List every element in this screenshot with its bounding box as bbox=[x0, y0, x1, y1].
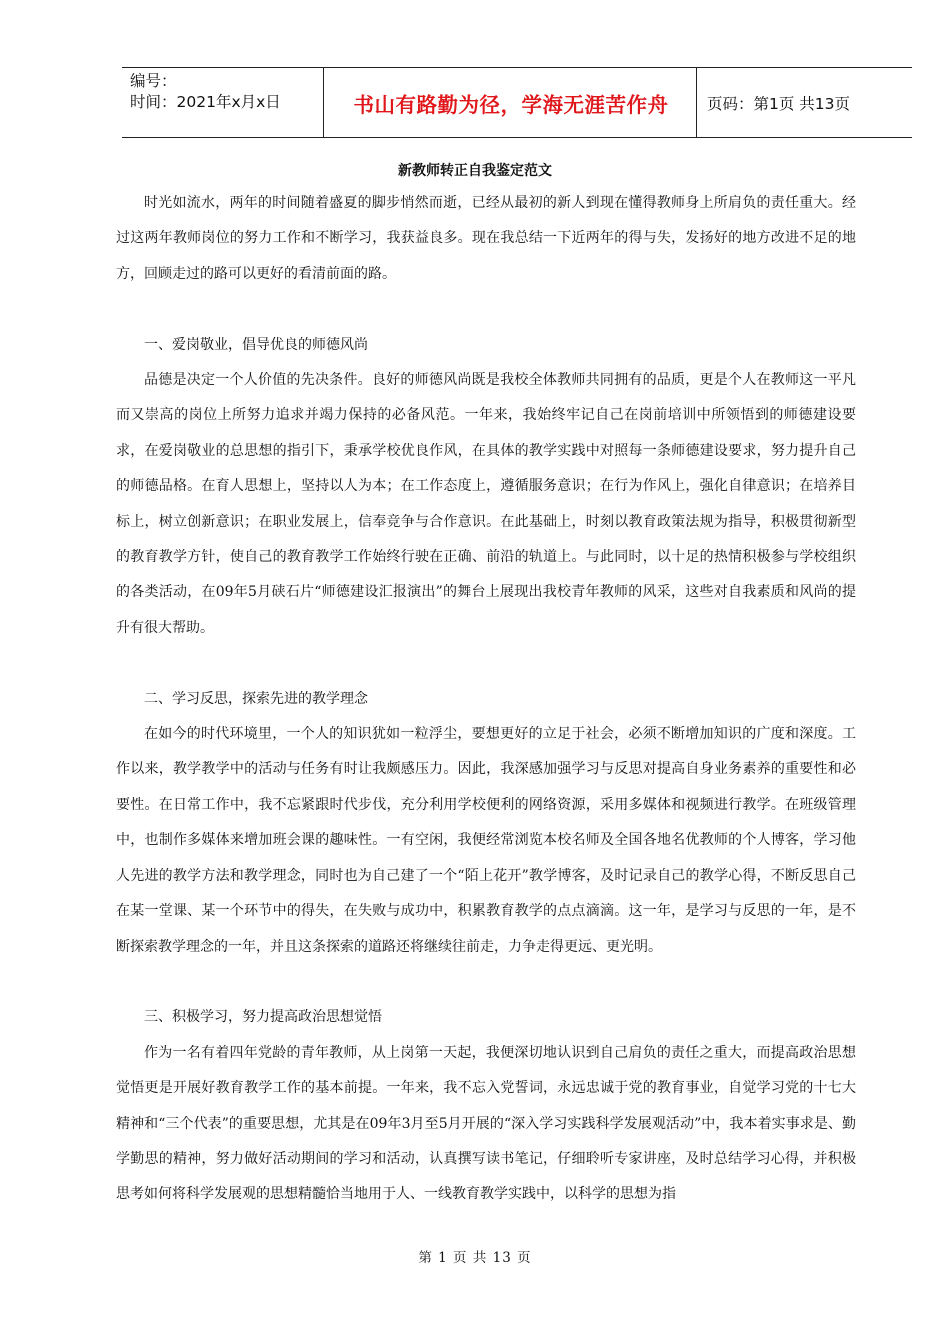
section-paragraph: 作为一名有着四年党龄的青年教师，从上岗第一天起，我便深切地认识到自己肩负的责任之重大，而提高政治思想觉悟更是开展好教育教学工作的基本前提。一年来，我不忘入党誓词，永远忠诚于党的教育事业，自觉学习党的十七大精神和“三个代表”的重要思想，尤其是在09年3月至5月开展的“深入学习实践科学发展观活动”中，我本着实事求是、勤学勤思的精神，努力做好活动期间的学习和活动，认真撰写读书笔记，仔细聆听专家讲座，及时总结学习心得，并积极思考如何将科学发展观的思想精髓恰当地用于人、一线教育教学实践中，以科学的思想为指 bbox=[116, 1044, 856, 1203]
section-heading: 一、爱岗敬业，倡导优良的师德风尚 bbox=[144, 336, 368, 353]
header-motto: 书山有路勤为径，学海无涯苦作舟 bbox=[353, 92, 669, 117]
page-footer: 第 1 页 共 13 页 bbox=[418, 1250, 532, 1266]
section-heading: 二、学习反思，探索先进的教学理念 bbox=[144, 690, 368, 707]
header-page-label: 页码：第1页 共13页 bbox=[707, 94, 851, 113]
number-label: 编号： bbox=[130, 72, 177, 90]
header-divider bbox=[323, 68, 324, 137]
time-label: 时间：2021年x月x日 bbox=[130, 93, 281, 111]
header-meta bbox=[130, 71, 320, 113]
document-title: 新教师转正自我鉴定范文 bbox=[398, 163, 552, 179]
header-divider bbox=[696, 68, 697, 137]
section-heading: 三、积极学习，努力提高政治思想觉悟 bbox=[144, 1009, 382, 1026]
header-table bbox=[122, 67, 912, 138]
section-paragraph: 品德是决定一个人价值的先决条件。良好的师德风尚既是我校全体教师共同拥有的品质，更是个人在教师这一平凡而又崇高的岗位上所努力追求并竭力保持的必备风范。一年来，我始终牢记自己在岗前培训中所领悟到的师德建设要求，在爱岗敬业的总思想的指引下，秉承学校优良作风，在具体的教学实践中对照每一条师德建设要求，努力提升自己的师德品格。在育人思想上，坚持以人为本；在工作态度上，遵循服务意识；在行为作风上，强化自律意识；在培养目标上，树立创新意识；在职业发展上，信奉竞争与合作意识。在此基础上，时刻以教育政策法规为指导，积极贯彻新型的教育教学方针，使自己的教育教学工作始终行驶在正确、前沿的轨道上。与此同时，以十足的热情积极参与学校组织的各类活动，在09年5月硖石片“师德建设汇报演出”的舞台上展现出我校青年教师的风采，这些对自我素质和风尚的提升有很大帮助。 bbox=[116, 372, 856, 636]
document-body bbox=[116, 186, 856, 1213]
intro-paragraph: 时光如流水，两年的时间随着盛夏的脚步悄然而逝，已经从最初的新人到现在懂得教师身上所肩负的责任重大。经过这两年教师岗位的努力工作和不断学习，我获益良多。现在我总结一下近两年的得与失，发扬好的地方改进不足的地方，回顾走过的路可以更好的看清前面的路。 bbox=[116, 195, 856, 282]
section-paragraph: 在如今的时代环境里，一个人的知识犹如一粒浮尘，要想更好的立足于社会，必须不断增加知识的广度和深度。工作以来，教学教学中的活动与任务有时让我颇感压力。因此，我深感加强学习与反思对提高自身业务素养的重要性和必要性。在日常工作中，我不忘紧跟时代步伐，充分利用学校便利的网络资源，采用多媒体和视频进行教学。在班级管理中，也制作多媒体来增加班会课的趣味性。一有空闲，我便经常浏览本校名师及全国各地名优教师的个人博客，学习他人先进的教学方法和教学理念，同时也为自己建了一个“陌上花开”教学博客，及时记录自己的教学心得，不断反思自己在某一堂课、某一个环节中的得失，在失败与成功中，积累教育教学的点点滴滴。这一年，是学习与反思的一年，是不断探索教学理念的一年，并且这条探索的道路还将继续往前走，力争走得更远、更光明。 bbox=[116, 726, 856, 955]
